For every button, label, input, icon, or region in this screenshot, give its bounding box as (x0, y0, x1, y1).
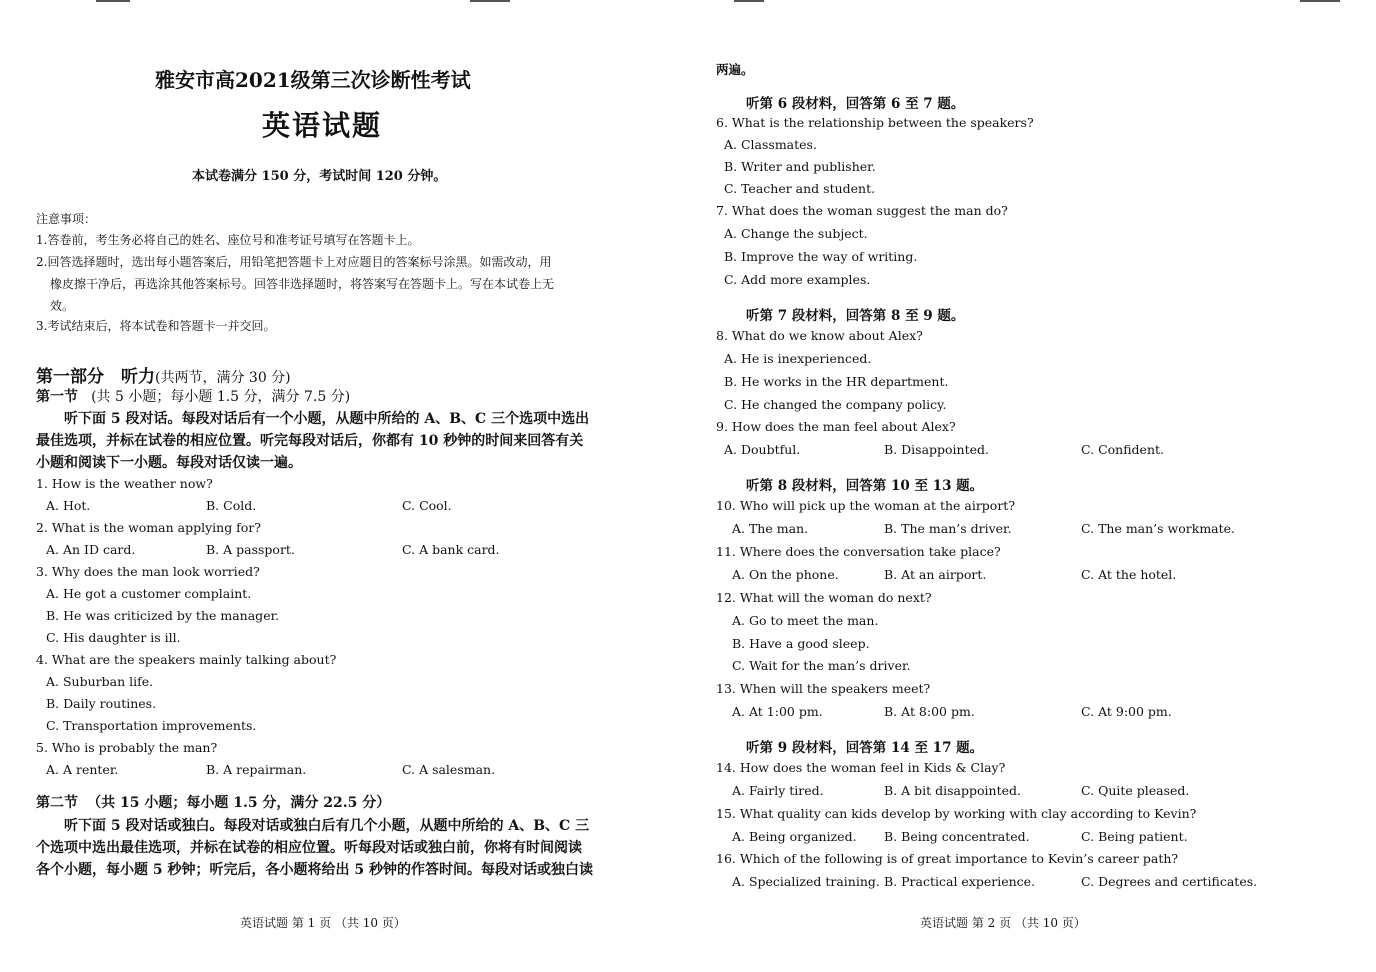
exam-page-2 (688, 0, 1376, 972)
question-text: 7. What does the woman suggest the man do? (716, 203, 1008, 218)
passage-heading: 听第 8 段材料，回答第 10 至 13 题。 (746, 478, 984, 494)
instruction-line: 最佳选项，并标在试卷的相应位置。听完每段对话后，你都有 10 秒钟的时间来回答有关 (36, 433, 584, 449)
answer-option: A. Specialized training. (732, 874, 880, 889)
answer-option: C. Degrees and certificates. (1081, 874, 1258, 889)
page-footer: 英语试题 第 2 页 （共 10 页） (920, 916, 1086, 930)
instruction-line: 小题和阅读下一小题。每段对话仅读一遍。 (36, 455, 302, 471)
answer-option: A. Hot. (46, 498, 91, 513)
answer-option: A. Change the subject. (724, 226, 868, 241)
question-text: 4. What are the speakers mainly talking about? (36, 652, 337, 667)
answer-option: A. Go to meet the man. (732, 613, 879, 628)
answer-option: A. An ID card. (46, 542, 136, 557)
answer-option: B. He was criticized by the manager. (46, 608, 280, 623)
answer-option: B. He works in the HR department. (724, 374, 949, 389)
question-text: 5. Who is probably the man? (36, 740, 218, 755)
answer-option: C. At the hotel. (1081, 567, 1177, 582)
section1-note: (共 5 小题；每小题 1.5 分，满分 7.5 分) (91, 389, 351, 405)
answer-option: C. He changed the company policy. (724, 397, 947, 412)
answer-option: C. Add more examples. (724, 272, 871, 287)
answer-option: C. A bank card. (402, 542, 500, 557)
passage-heading: 听第 6 段材料，回答第 6 至 7 题。 (746, 96, 965, 112)
instruction-line: 个选项中选出最佳选项，并标在试卷的相应位置。听每段对话或独白前，你将有时间阅读 (36, 840, 582, 856)
question-text: 8. What do we know about Alex? (716, 328, 923, 343)
instruction-line: 听下面 5 段对话。每段对话后有一个小题，从题中所给的 A、B、C 三个选项中选出 (64, 411, 590, 427)
answer-option: C. Wait for the man’s driver. (732, 658, 911, 673)
answer-option: A. Suburban life. (46, 674, 154, 689)
answer-option: C. The man’s workmate. (1081, 521, 1236, 536)
passage-heading: 听第 9 段材料，回答第 14 至 17 题。 (746, 740, 984, 756)
question-text: 13. When will the speakers meet? (716, 681, 931, 696)
note-line: 2.回答选择题时，选出每小题答案后，用铅笔把答题卡上对应题目的答案标号涂黑。如需改动，用 (36, 255, 552, 269)
question-text: 16. Which of the following is of great importance to Kevin’s career path? (716, 851, 1179, 866)
note-line: 1.答卷前，考生务必将自己的姓名、座位号和准考证号填写在答题卡上。 (36, 233, 420, 247)
question-text: 9. How does the man feel about Alex? (716, 419, 956, 434)
answer-option: B. Being concentrated. (884, 829, 1030, 844)
answer-option: B. Cold. (206, 498, 257, 513)
instruction-line: 各个小题，每小题 5 秒钟；听完后，各小题将给出 5 秒钟的作答时间。每段对话或独白读 (36, 862, 593, 878)
continuation-text: 两遍。 (716, 62, 754, 77)
answer-option: A. Doubtful. (724, 442, 801, 457)
answer-option: A. A renter. (46, 762, 119, 777)
note-line: 3.考试结束后，将本试卷和答题卡一并交回。 (36, 319, 276, 333)
section2-header (36, 792, 390, 812)
exam-info: 本试卷满分 150 分，考试时间 120 分钟。 (192, 169, 447, 184)
answer-option: C. Confident. (1081, 442, 1164, 457)
page-footer: 英语试题 第 1 页 （共 10 页） (240, 916, 406, 930)
answer-option: A. At 1:00 pm. (732, 704, 823, 719)
answer-option: A. The man. (732, 521, 809, 536)
answer-option: B. A repairman. (206, 762, 307, 777)
section1-header (36, 386, 350, 406)
answer-option: B. Have a good sleep. (732, 636, 870, 651)
subject-title-text: 英语试题 (262, 109, 383, 142)
answer-option: A. On the phone. (732, 567, 839, 582)
answer-option: B. At 8:00 pm. (884, 704, 975, 719)
answer-option: A. Classmates. (724, 137, 817, 152)
answer-option: B. Practical experience. (884, 874, 1036, 889)
answer-option: B. A bit disappointed. (884, 783, 1021, 798)
question-text: 10. Who will pick up the woman at the airport? (716, 498, 1016, 513)
answer-option: B. Daily routines. (46, 696, 157, 711)
question-text: 2. What is the woman applying for? (36, 520, 261, 535)
answer-option: A. Being organized. (732, 829, 857, 844)
instruction-line: 听下面 5 段对话或独白。每段对话或独白后有几个小题，从题中所给的 A、B、C 三 (64, 818, 590, 834)
answer-option: B. Disappointed. (884, 442, 989, 457)
note-line: 橡皮擦干净后，再选涂其他答案标号。回答非选择题时，将答案写在答题卡上。写在本试卷上无 (50, 277, 555, 291)
answer-option: C. A salesman. (402, 762, 496, 777)
section2-note: （共 15 小题；每小题 1.5 分，满分 22.5 分） (87, 795, 391, 811)
part1-heading: 第一部分 听力 (36, 367, 155, 387)
answer-option: B. A passport. (206, 542, 295, 557)
answer-option: C. Quite pleased. (1081, 783, 1190, 798)
question-text: 15. What quality can kids develop by working with clay according to Kevin? (716, 806, 1197, 821)
note-line: 效。 (50, 299, 75, 313)
section1-heading: 第一节 (36, 389, 78, 405)
answer-option: C. Transportation improvements. (46, 718, 257, 733)
exam-title: 雅安市高2021级第三次诊断性考试 (155, 68, 471, 92)
answer-option: B. Writer and publisher. (724, 159, 876, 174)
part1-header (36, 362, 291, 387)
answer-option: B. The man’s driver. (884, 521, 1012, 536)
notes-heading: 注意事项： (36, 212, 97, 226)
part1-note: (共两节，满分 30 分) (155, 370, 291, 386)
section2-heading: 第二节 (36, 795, 78, 811)
passage-heading: 听第 7 段材料，回答第 8 至 9 题。 (746, 308, 965, 324)
answer-option: C. His daughter is ill. (46, 630, 181, 645)
question-text: 6. What is the relationship between the speakers? (716, 115, 1034, 130)
answer-option: C. Being patient. (1081, 829, 1188, 844)
answer-option: A. Fairly tired. (732, 783, 824, 798)
answer-option: B. At an airport. (884, 567, 987, 582)
answer-option: C. At 9:00 pm. (1081, 704, 1172, 719)
question-text: 11. Where does the conversation take place? (716, 544, 1001, 559)
question-text: 1. How is the weather now? (36, 476, 213, 491)
answer-option: C. Cool. (402, 498, 452, 513)
question-text: 3. Why does the man look worried? (36, 564, 260, 579)
answer-option: B. Improve the way of writing. (724, 249, 918, 264)
answer-option: A. He got a customer complaint. (46, 586, 252, 601)
answer-option: A. He is inexperienced. (724, 351, 872, 366)
answer-option: C. Teacher and student. (724, 181, 876, 196)
question-text: 12. What will the woman do next? (716, 590, 932, 605)
question-text: 14. How does the woman feel in Kids & Clay? (716, 760, 1006, 775)
